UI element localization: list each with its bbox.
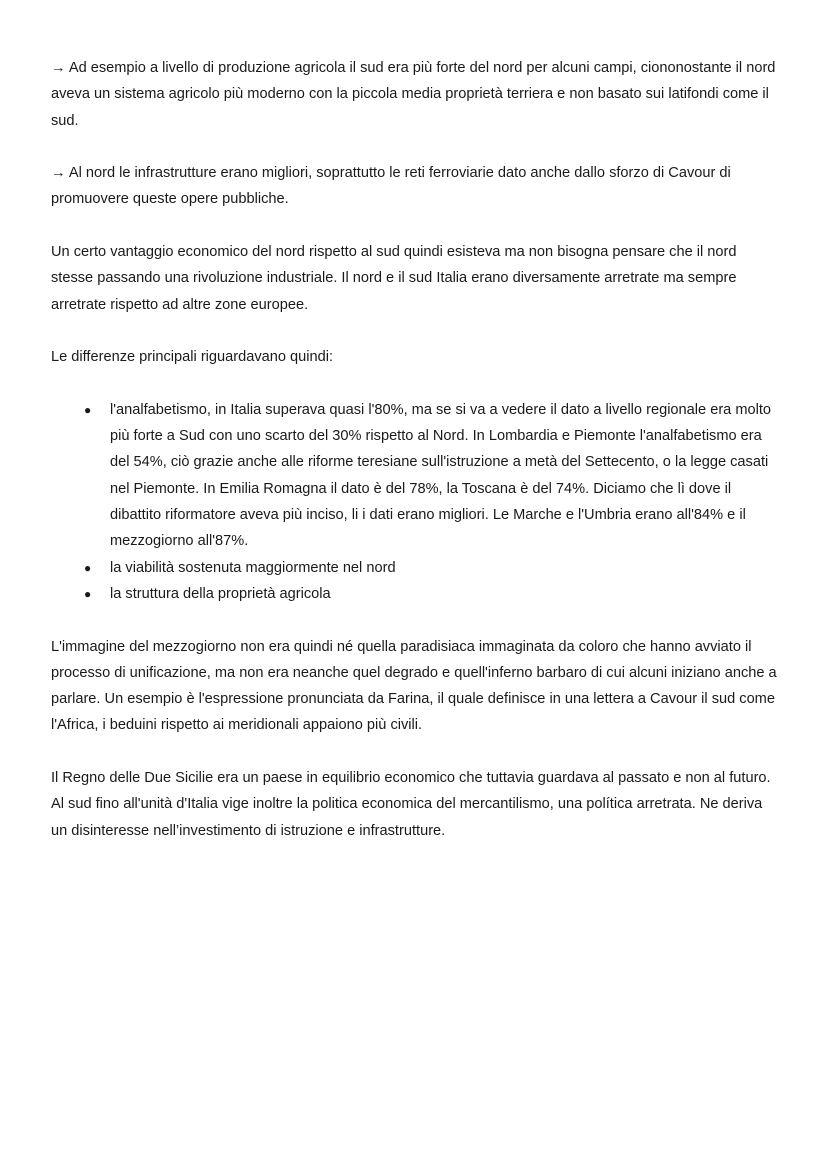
list-item <box>51 581 781 607</box>
paragraph-mezzogiorno-image: L'immagine del mezzogiorno non era quindi né quella paradisiaca immaginata da coloro che hanno avviato il processo di unificazione, ma non era neanche quel degrado e quell'inferno barbaro di cui alcuni iniziano anche a parlare. Un esempio è l'espressione pronunciata da Farina, il quale definisce in una lettera a Cavour il sud come l'Africa, i beduini rispetto ai meridionali appaiono più civili. <box>51 638 777 734</box>
paragraph-agricultural-production: → Ad esempio a livello di produzione agricola il sud era più forte del nord per alcuni campi, ciononostante il nord aveva un sistema agricolo più moderno con la piccola media proprietà terriera e non basato sui latifondi come il sud. <box>51 60 776 129</box>
bullet-icon: ● <box>84 586 92 601</box>
differences-list <box>51 397 781 607</box>
list-item-text: la struttura della proprietà agricola <box>110 585 331 602</box>
paragraph-economic-advantage: Un certo vantaggio economico del nord rispetto al sud quindi esisteva ma non bisogna pensare che il nord stesse passando una rivoluzione industriale. Il nord e il sud Italia erano diversamente arretrate ma sempre arretrate rispetto ad altre zone europee. <box>51 244 737 313</box>
list-item-text: l'analfabetismo, in Italia superava quasi l'80%, ma se si va a vedere il dato a livello regionale era molto più forte a Sud con uno scarto del 30% rispetto al Nord. In Lombardia e Piemonte l'analfabetismo era del 54%, ciò grazie anche alle riforme teresiane sull'istruzione a metà del Settecento, o la legge casati nel Piemonte. In Emilia Romagna il dato è del 78%, la Toscana è del 74%. Diciamo che lì dove il dibattito riformatore aveva più inciso, li i dati erano migliori. Le Marche e l'Umbria erano all'84% e il mezzogiorno all'87%. <box>110 401 772 550</box>
list-item <box>51 555 781 581</box>
bullet-icon: ● <box>84 402 92 417</box>
bullet-icon: ● <box>84 560 92 575</box>
list-item-text: la viabilità sostenuta maggiormente nel nord <box>110 559 396 576</box>
paragraph-infrastructure: → Al nord le infrastrutture erano migliori, soprattutto le reti ferroviarie dato anche dallo sforzo di Cavour di promuovere queste opere pubbliche. <box>51 165 731 208</box>
paragraph-two-sicilies: Il Regno delle Due Sicilie era un paese in equilibrio economico che tuttavia guardava al passato e non al futuro. Al sud fino all'unità d'Italia vige inoltre la politica economica del mercantilismo, una política arretrata. Ne deriva un disinteresse nell’investimento di istruzione e infrastrutture. <box>51 770 771 839</box>
list-item <box>51 397 781 555</box>
document-page <box>51 55 781 870</box>
paragraph-differences-intro: Le differenze principali riguardavano quindi: <box>51 349 334 366</box>
